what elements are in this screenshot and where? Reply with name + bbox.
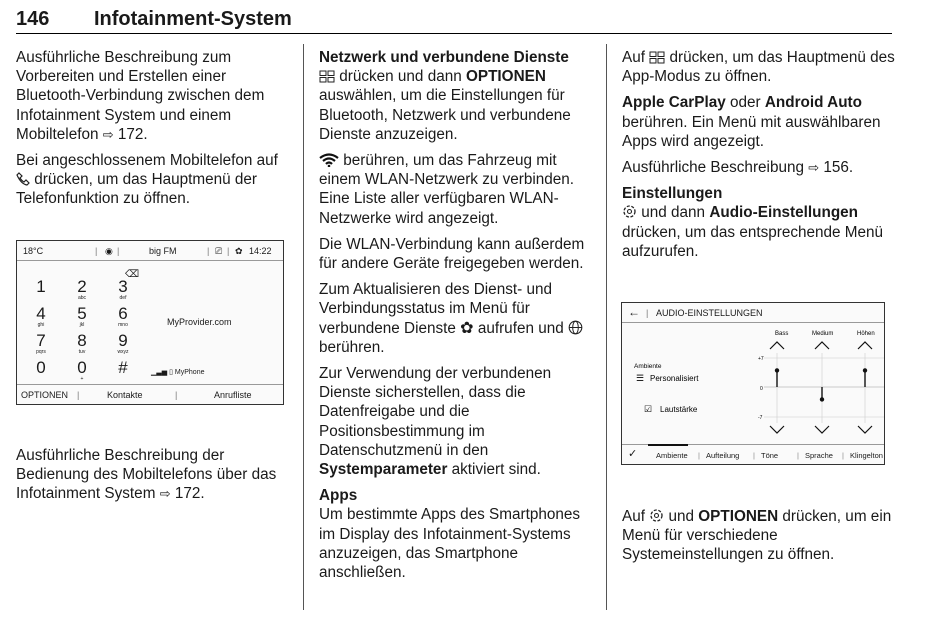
reference-arrow-icon: ⇨ [159, 486, 171, 502]
keypad-key[interactable]: 2 abc [77, 277, 87, 301]
keypad-key[interactable]: 0 [36, 358, 46, 377]
separator: | [698, 451, 700, 460]
separator: | [842, 451, 844, 460]
column-3 [622, 48, 902, 268]
paragraph: Apple CarPlay oder Android Auto berühren. Ein Menü mit auswählbaren Apps wird angezeigt. [622, 94, 881, 150]
column-divider [303, 44, 304, 610]
keypad-key[interactable]: 4 ghi [36, 304, 46, 328]
options-button[interactable]: OPTIONEN [21, 390, 69, 400]
status-bar [17, 241, 283, 261]
bass-up-icon[interactable] [770, 342, 784, 349]
phone-icon [16, 172, 30, 186]
ambiente-value[interactable]: Personalisiert [650, 374, 699, 383]
bass-down-icon[interactable] [770, 426, 784, 433]
column-3-lower [622, 507, 902, 572]
audio-tab[interactable]: Sprache [805, 451, 833, 460]
audio-tab[interactable]: Aufteilung [706, 451, 740, 460]
clock: 14:22 [249, 246, 272, 256]
paragraph: berühren, um das Fahrzeug mit einem WLAN-Netzwerk zu verbinden. Eine Liste aller verfügbaren WLAN-Netzwerke wird angezeigt. [319, 152, 575, 227]
keypad-key[interactable]: 6 mno [118, 304, 128, 328]
high-down-icon[interactable] [858, 426, 872, 433]
paragraph: Zum Aktualisieren des Dienst- und Verbindungsstatus im Menü für verbundene Dienste ✿ aufrufen und berühren. [319, 280, 594, 357]
mid-down-icon[interactable] [815, 426, 829, 433]
separator: | [797, 451, 799, 460]
screen-icon: ⎚ [215, 246, 223, 256]
paragraph: Zur Verwendung der verbundenen Dienste sicherstellen, dass die Datenfreigabe und die Positionsbestimmung im Datenschutzmenü in den Systemparameter aktiviert sind. [319, 365, 552, 479]
column-2 [319, 48, 594, 589]
audio-title-bar [622, 303, 884, 323]
active-tab-indicator [648, 444, 688, 446]
keypad-key[interactable]: 9 wxyz [117, 331, 129, 355]
signal-bars-icon: ▁▃▅ ▯ [151, 369, 173, 376]
paragraph: Um bestimmte Apps des Smartphones im Display des Infotainment-Systems anzuzeigen, das Smartphone anschließen. [319, 506, 581, 582]
page-header [16, 8, 892, 34]
gear-icon: ✿ [235, 246, 243, 256]
section-heading: Apps [319, 487, 358, 505]
ambiente-label: Ambiente [634, 363, 662, 370]
keypad [27, 277, 137, 385]
mid-up-icon[interactable] [815, 342, 829, 349]
paragraph: Ausführliche Beschreibung zum Vorbereiten und Erstellen einer Bluetooth-Verbindung zwischen dem Infotainment System und einem Mobiltelefon ⇨ 172. [16, 49, 265, 143]
audio-settings-illustration [621, 302, 885, 465]
keypad-row [27, 277, 137, 301]
paragraph: Auf drücken, um das Hauptmenü des App-Modus zu öffnen. [622, 49, 895, 86]
section-heading: Netzwerk und verbundene Dienste [319, 49, 569, 66]
station-name: big FM [149, 246, 177, 256]
confirm-check-icon[interactable]: ✓ [628, 448, 638, 460]
settings-icon [649, 508, 664, 523]
phone-name-label: ▁▃▅ ▯ MyPhone [151, 369, 205, 376]
wifi-icon [319, 153, 339, 167]
eq-label-bass: Bass [775, 331, 789, 337]
globe-icon [568, 320, 583, 335]
eq-label-mid: Medium [812, 331, 834, 337]
audio-tab-bar [622, 444, 884, 464]
keypad-key[interactable]: 8 tuv [77, 331, 87, 355]
section-heading: Einstellungen [622, 185, 723, 203]
phone-screen-illustration [16, 240, 284, 405]
separator: | [646, 308, 649, 318]
paragraph: Auf und OPTIONEN drücken, um ein Menü für verschiedene Systemeinstellungen zu öffnen. [622, 508, 892, 564]
grid-icon [649, 51, 665, 64]
paragraph: Bei angeschlossenem Mobiltelefon auf drücken, um das Hauptmenü der Telefonfunktion zu öffnen. [16, 152, 278, 208]
keypad-key[interactable]: 0 + [77, 358, 87, 382]
signal-icon: ◉ [105, 246, 113, 256]
column-1-lower [16, 446, 288, 511]
back-arrow-icon[interactable]: ← [628, 305, 640, 319]
separator: | [95, 246, 98, 256]
keypad-row [27, 331, 137, 355]
equalizer-panel [622, 323, 884, 445]
eq-label-high: Höhen [857, 331, 875, 337]
contacts-button[interactable]: Kontakte [107, 390, 143, 400]
audio-tab[interactable]: Ambiente [656, 451, 688, 460]
separator: | [753, 451, 755, 460]
paragraph: drücken und dann OPTIONEN auswählen, um die Einstellungen für Bluetooth, Netzwerk und verbundene Dienste anzuzeigen. [319, 68, 571, 143]
checkbox-icon[interactable]: ☑ [644, 404, 653, 414]
page-title: Infotainment-System [94, 8, 292, 30]
scale-zero: 0 [760, 386, 763, 392]
column-divider [606, 44, 607, 610]
reference-arrow-icon: ⇨ [102, 126, 114, 142]
lautstaerke-label: Lautstärke [660, 405, 698, 414]
eq-handle-high[interactable] [863, 368, 867, 372]
audio-tab[interactable]: Töne [761, 451, 779, 460]
provider-name: MyProvider.com [167, 317, 232, 327]
keypad-key[interactable]: 3 def [118, 277, 128, 301]
separator: | [227, 246, 230, 256]
temperature: 18°C [23, 246, 44, 256]
separator: | [77, 390, 80, 400]
backspace-icon: ⌫ [125, 269, 140, 280]
column-1 [16, 48, 288, 216]
audio-title: AUDIO-EINSTELLUNGEN [656, 308, 763, 318]
paragraph: Ausführliche Beschreibung ⇨ 156. [622, 159, 854, 177]
paragraph: Ausführliche Beschreibung der Bedienung des Mobiltelefons über das Infotainment System ⇨ 172. [16, 447, 277, 503]
eq-handle-mid[interactable] [820, 397, 824, 401]
keypad-key[interactable]: 7 pqrs [36, 331, 46, 355]
paragraph: und dann Audio-Einstellungen drücken, um das entsprechende Menü aufzurufen. [622, 204, 884, 260]
phone-bottom-bar [17, 384, 283, 404]
reference-arrow-icon: ⇨ [808, 160, 820, 176]
separator: | [175, 390, 178, 400]
separator: | [117, 246, 120, 256]
keypad-key[interactable]: # [118, 358, 128, 377]
list-icon: ☰ [636, 373, 645, 383]
keypad-key[interactable]: 5 jkl [77, 304, 87, 328]
keypad-key[interactable]: 1 [36, 277, 46, 296]
keypad-row [27, 304, 137, 328]
settings-icon [622, 204, 637, 219]
grid-icon [319, 70, 335, 83]
audio-tab[interactable]: Klingelton [850, 451, 883, 460]
scale-min: -7 [758, 415, 763, 421]
scale-max: +7 [758, 356, 764, 362]
high-up-icon[interactable] [858, 342, 872, 349]
paragraph: Die WLAN-Verbindung kann außerdem für andere Geräte freigegeben werden. [319, 235, 585, 273]
call-list-button[interactable]: Anrufliste [214, 390, 252, 400]
eq-handle-bass[interactable] [775, 368, 779, 372]
gear-icon: ✿ [460, 319, 474, 337]
keypad-row [27, 358, 137, 382]
separator: | [207, 246, 210, 256]
page-number: 146 [16, 8, 50, 30]
